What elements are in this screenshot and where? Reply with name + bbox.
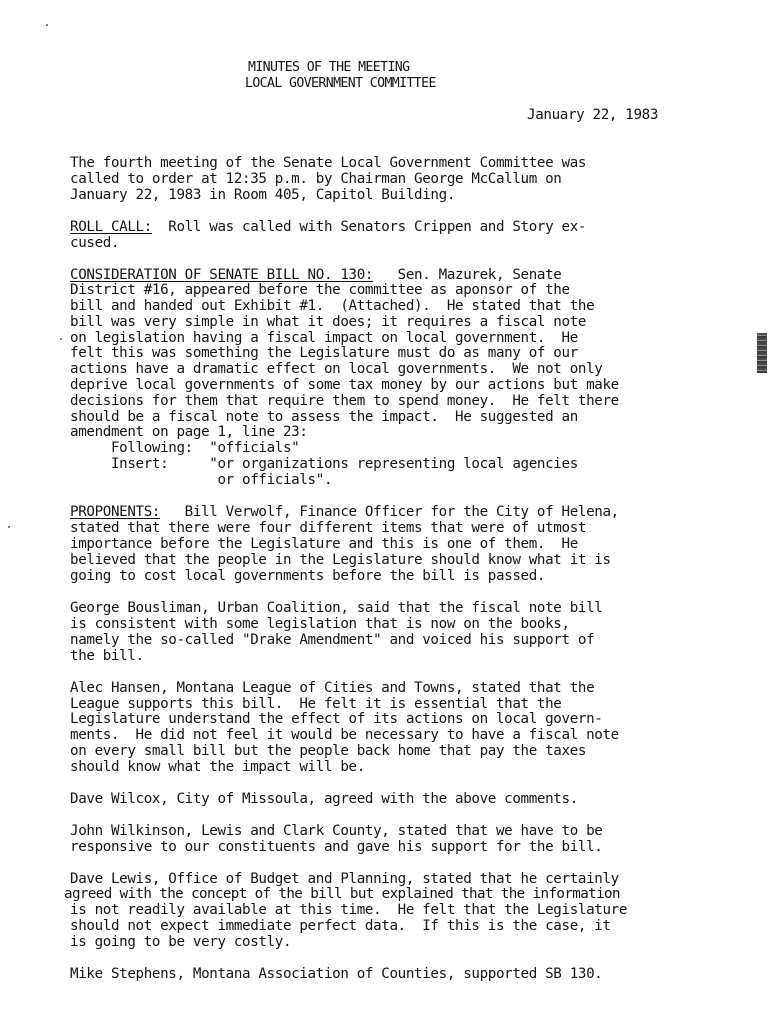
proponents-heading: PROPONENTS: (70, 504, 161, 520)
testimony-line: is not readily available at this time. He felt that the Legislature (70, 902, 628, 918)
consideration-line: decisions for them that require them to spend money. He felt there (70, 393, 619, 409)
consideration-line: should be a fiscal note to assess the impact. He suggested an (70, 409, 578, 425)
proponents-line: stated that there were four different items that were of utmost (70, 520, 587, 536)
roll-call-heading: ROLL CALL: (70, 219, 152, 235)
consideration-line: felt this was something the Legislature must do as many of our (70, 345, 578, 361)
consideration-line: District #16, appeared before the committee as aponsor of the (70, 282, 570, 298)
testimony-line: League supports this bill. He felt it is essential that the (70, 696, 562, 712)
meeting-date: January 22, 1983 (527, 107, 659, 123)
scan-artifact (757, 333, 767, 373)
consideration-line (70, 268, 562, 283)
proponents-line: believed that the people in the Legislature should know what it is (70, 552, 611, 568)
roll-call-line (70, 220, 586, 235)
scan-speck (8, 526, 10, 528)
amendment-line: Insert: "or organizations representing local agencies (70, 456, 578, 472)
testimony-line: Mike Stephens, Montana Association of Counties, supported SB 130. (70, 966, 603, 982)
testimony-line: is consistent with some legislation that is now on the books, (70, 616, 570, 632)
consideration-line: deprive local governments of some tax money by our actions but make (70, 377, 619, 393)
testimony-line: Dave Wilcox, City of Missoula, agreed with the above comments. (70, 791, 578, 807)
testimony-line: namely the so-called "Drake Amendment" and voiced his support of (70, 632, 595, 648)
consideration-line: amendment on page 1, line 23: (70, 424, 308, 440)
intro-line: January 22, 1983 in Room 405, Capitol Building. (70, 187, 456, 203)
testimony-line: should know what the impact will be. (70, 759, 365, 775)
consideration-text: Sen. Mazurek, Senate (373, 267, 562, 283)
testimony-line: John Wilkinson, Lewis and Clark County, stated that we have to be (70, 823, 603, 839)
proponents-line: importance before the Legislature and this is one of them. He (70, 536, 578, 552)
testimony-line: ments. He did not feel it would be necessary to have a fiscal note (70, 727, 619, 743)
testimony-line: Legislature understand the effect of its actions on local govern- (70, 711, 603, 727)
testimony-line: Alec Hansen, Montana League of Cities and Towns, stated that the (70, 680, 595, 696)
scan-speck (60, 338, 62, 340)
committee-title: LOCAL GOVERNMENT COMMITTEE (245, 76, 436, 91)
testimony-line: George Bousliman, Urban Coalition, said that the fiscal note bill (70, 600, 603, 616)
testimony-line: Dave Lewis, Office of Budget and Planning, stated that he certainly (70, 871, 619, 887)
roll-call-line: cused. (70, 235, 120, 251)
roll-call-text: Roll was called with Senators Crippen and Story ex- (151, 219, 587, 235)
amendment-line: Following: "officials" (70, 440, 300, 456)
minutes-title: MINUTES OF THE MEETING (248, 60, 410, 75)
intro-line: The fourth meeting of the Senate Local Government Committee was (70, 155, 587, 171)
consideration-line: actions have a dramatic effect on local governments. We not only (70, 361, 603, 377)
testimony-line: on every small bill but the people back home that pay the taxes (70, 743, 587, 759)
testimony-line: responsive to our constituents and gave his support for the bill. (70, 839, 603, 855)
proponents-line: going to cost local governments before the bill is passed. (70, 568, 546, 584)
proponents-line (70, 505, 619, 520)
testimony-line: should not expect immediate perfect data. If this is the case, it (70, 918, 611, 934)
consideration-line: on legislation having a fiscal impact on local government. He (70, 330, 578, 346)
consideration-heading: CONSIDERATION OF SENATE BILL NO. 130: (70, 267, 374, 283)
testimony-line: the bill. (70, 648, 144, 664)
scan-speck (46, 24, 48, 26)
testimony-line: is going to be very costly. (70, 934, 292, 950)
consideration-line: bill was very simple in what it does; it requires a fiscal note (70, 314, 587, 330)
testimony-line: agreed with the concept of the bill but explained that the information (64, 886, 620, 902)
consideration-line: bill and handed out Exhibit #1. (Attached). He stated that the (70, 298, 595, 314)
proponents-text: Bill Verwolf, Finance Officer for the City of Helena, (160, 504, 619, 520)
amendment-line: or officials". (70, 472, 333, 488)
intro-line: called to order at 12:35 p.m. by Chairman George McCallum on (70, 171, 562, 187)
